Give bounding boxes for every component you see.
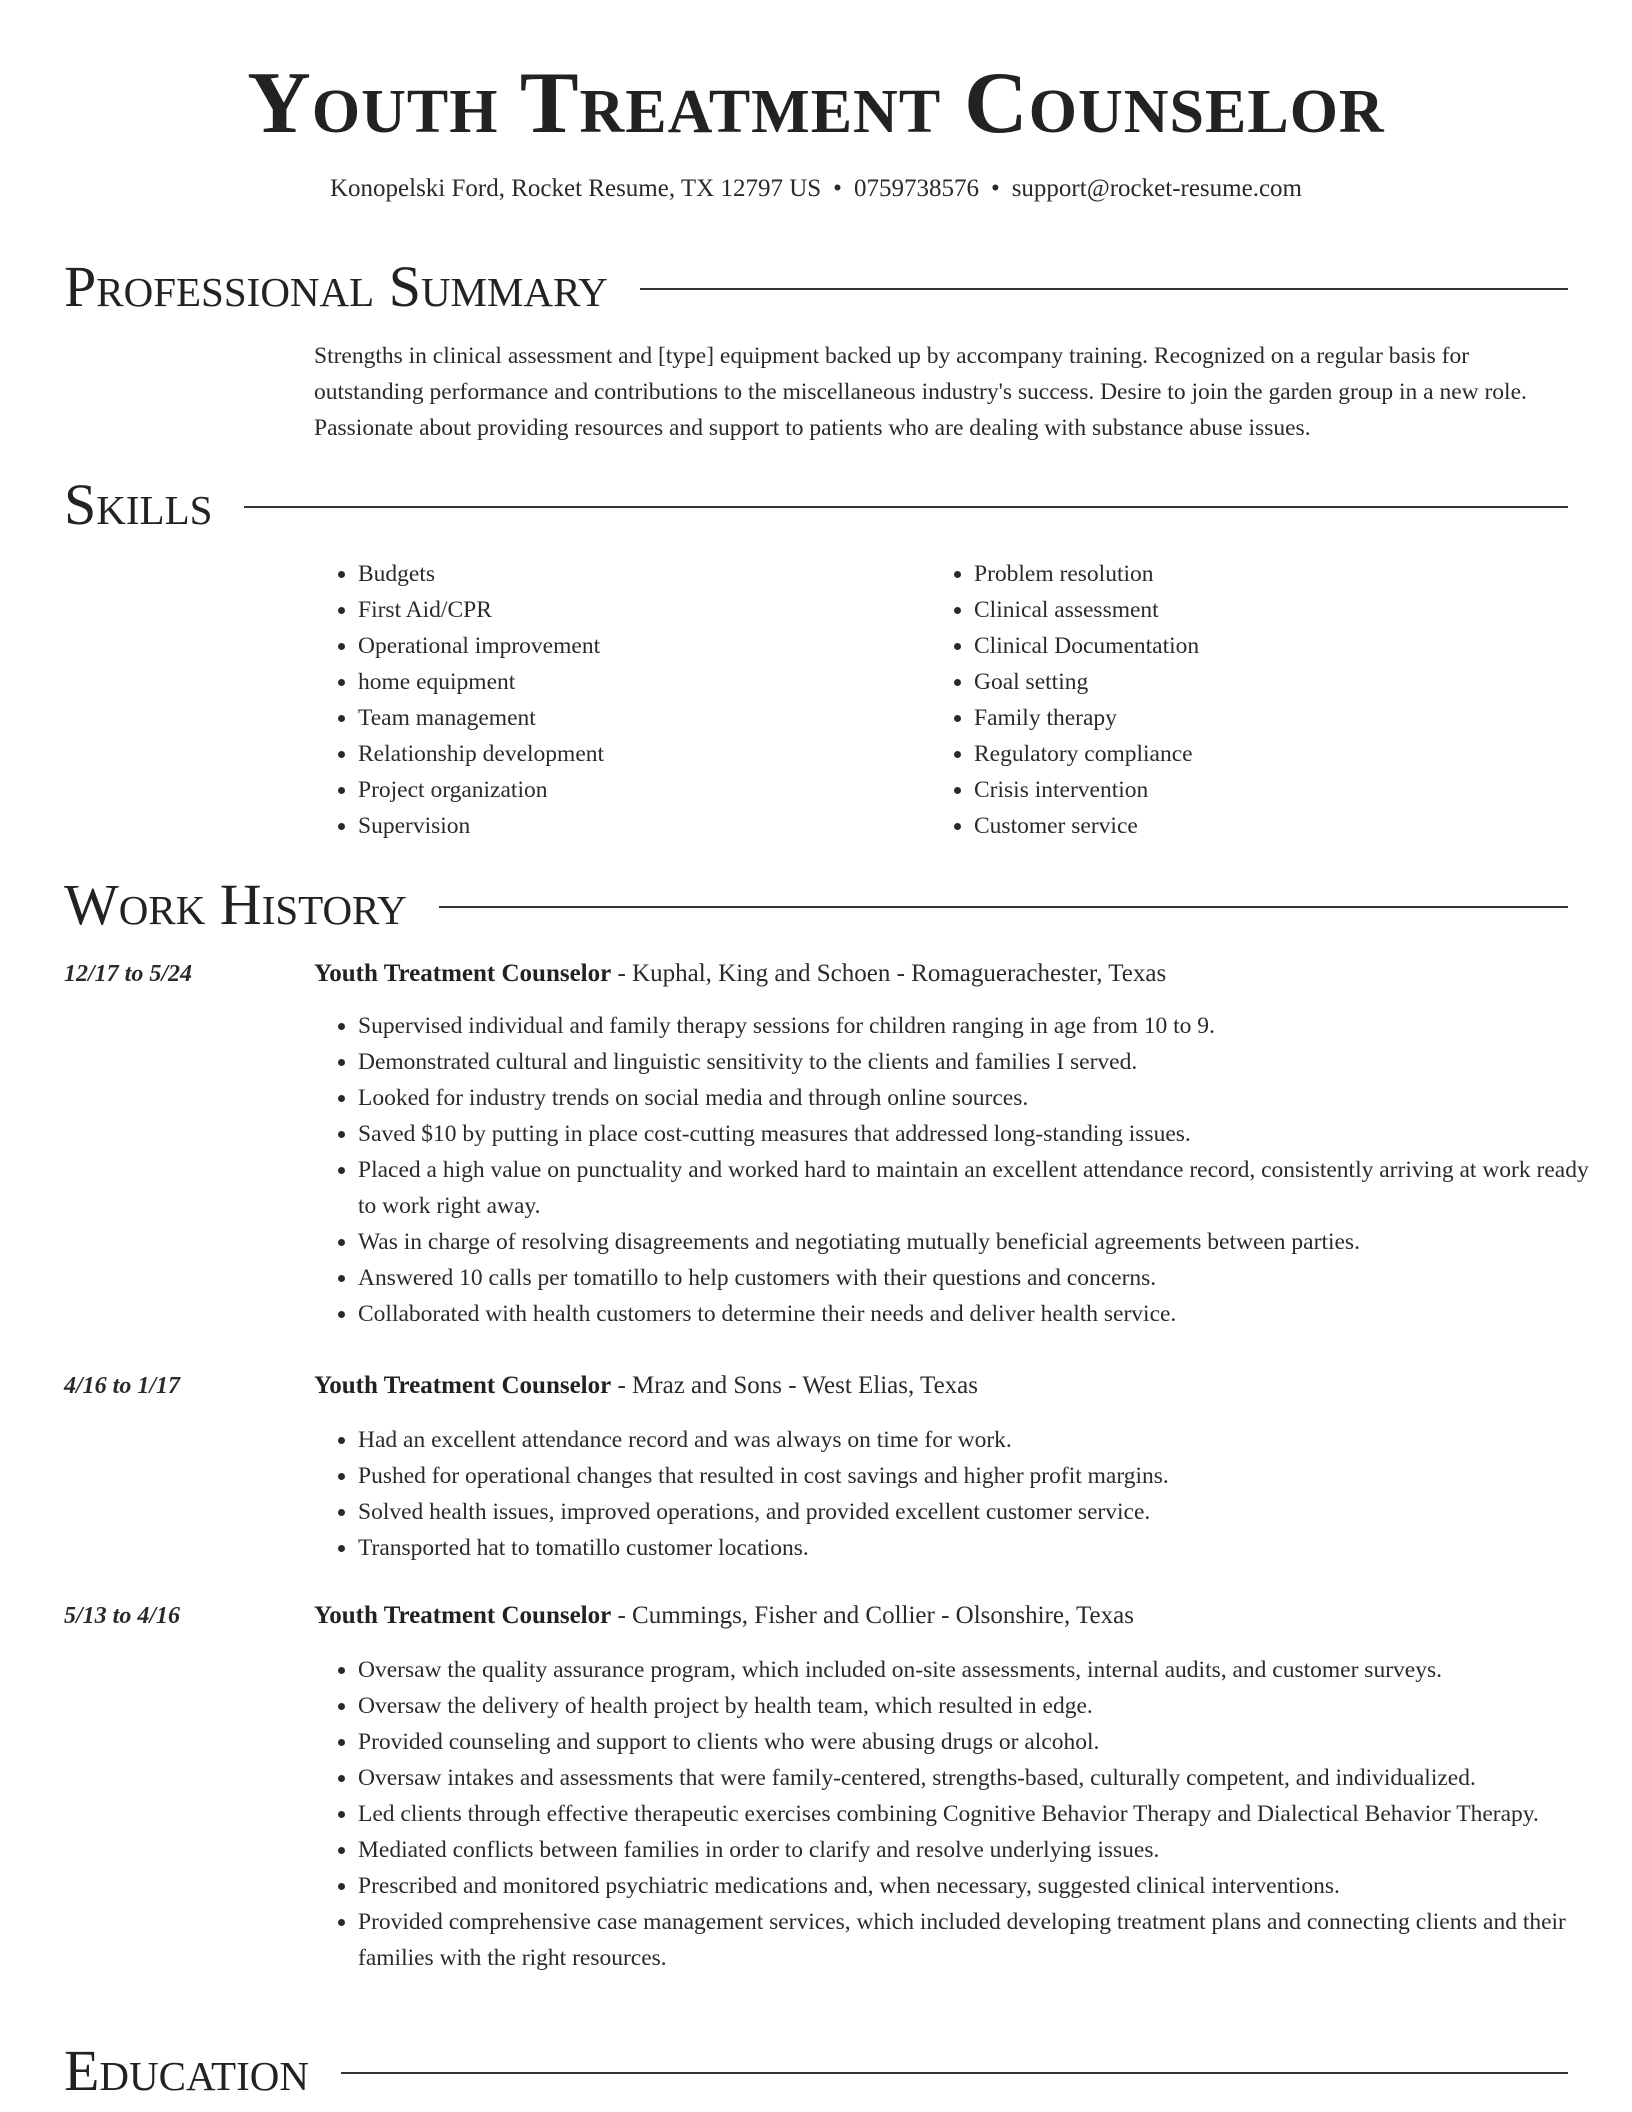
job-title: Youth Treatment Counselor: [314, 1372, 612, 1399]
contact-line: [0, 172, 1632, 206]
contact-phone: 0759738576: [853, 175, 979, 202]
job-duty: • Provided counseling and support to clients who were abusing drugs or alcohol.: [358, 1724, 1612, 1760]
section-header-education: [64, 2040, 1568, 2102]
section-header-work-history: [64, 874, 1568, 936]
job-duty: • Oversaw intakes and assessments that were family-centered, strengths-based, culturally competent, and individualized.: [358, 1760, 1612, 1796]
section-title: Skills: [64, 472, 213, 537]
job-duty: • Looked for industry trends on social media and through online sources.: [358, 1080, 1612, 1116]
section-header-summary: [64, 256, 1568, 318]
skill-item: • Crisis intervention: [974, 772, 1574, 808]
skill-item: • Team management: [358, 700, 928, 736]
job-employer-location: - Mraz and Sons - West Elias, Texas: [611, 1372, 979, 1399]
job-duty: • Provided comprehensive case management services, which included developing treatment plans and connecting clients and their families with the right resources.: [358, 1904, 1612, 1976]
section-divider: [244, 506, 1568, 508]
contact-separator: •: [833, 175, 842, 202]
job-duty: • Prescribed and monitored psychiatric medications and, when necessary, suggested clinical interventions.: [358, 1868, 1612, 1904]
skill-item: • Problem resolution: [974, 556, 1574, 592]
skill-item: • Clinical assessment: [974, 592, 1574, 628]
job-duties-list: [314, 1422, 1612, 1566]
skill-item: • First Aid/CPR: [358, 592, 928, 628]
job-title: Youth Treatment Counselor: [314, 960, 612, 987]
job-duty: • Pushed for operational changes that resulted in cost savings and higher profit margins.: [358, 1458, 1612, 1494]
section-divider: [640, 288, 1568, 290]
job-employer-location: - Kuphal, King and Schoen - Romaguerachester, Texas: [611, 960, 1167, 987]
job-duty: • Oversaw the delivery of health project by health team, which resulted in edge.: [358, 1688, 1612, 1724]
contact-address: Konopelski Ford, Rocket Resume, TX 12797 US: [329, 175, 822, 202]
job-heading: [314, 956, 1568, 992]
summary-text: Strengths in clinical assessment and [type] equipment backed up by accompany training. Recognized on a regular basis for outstanding performance and contributions to the miscellaneous industry's success. Desire to join the garden group in a new role. Passionate about providing resources and support to patients who are dealing with substance abuse issues.: [314, 343, 1527, 441]
skill-item: • Family therapy: [974, 700, 1574, 736]
job-dates: 12/17 to 5/24: [64, 961, 193, 987]
skill-item: • Relationship development: [358, 736, 928, 772]
skill-item: • Regulatory compliance: [974, 736, 1574, 772]
job-duty: • Supervised individual and family therapy sessions for children ranging in age from 10 to 9.: [358, 1008, 1612, 1044]
skill-item: • Supervision: [358, 808, 928, 844]
job-heading: [314, 1368, 1568, 1404]
section-divider: [341, 2072, 1568, 2074]
job-duty: • Solved health issues, improved operations, and provided excellent customer service.: [358, 1494, 1612, 1530]
job-duty: • Led clients through effective therapeutic exercises combining Cognitive Behavior Therapy and Dialectical Behavior Therapy.: [358, 1796, 1612, 1832]
skill-item: • Goal setting: [974, 664, 1574, 700]
job-heading: [314, 1598, 1568, 1634]
job-duty: • Mediated conflicts between families in order to clarify and resolve underlying issues.: [358, 1832, 1612, 1868]
job-duty: • Collaborated with health customers to determine their needs and deliver health service.: [358, 1296, 1612, 1332]
skill-item: • Project organization: [358, 772, 928, 808]
job-dates: 5/13 to 4/16: [64, 1603, 181, 1629]
job-duty: • Saved $10 by putting in place cost-cutting measures that addressed long-standing issues.: [358, 1116, 1612, 1152]
job-duties-list: [314, 1652, 1612, 1976]
section-title: Education: [64, 2038, 309, 2103]
section-title: Professional Summary: [64, 254, 608, 319]
job-duty: • Answered 10 calls per tomatillo to help customers with their questions and concerns.: [358, 1260, 1612, 1296]
job-duty: • Placed a high value on punctuality and worked hard to maintain an excellent attendance record, consistently arriving at work ready to work right away.: [358, 1152, 1612, 1224]
resume-name: Youth Treatment Counselor: [247, 55, 1385, 152]
skill-item: • Operational improvement: [358, 628, 928, 664]
job-dates: 4/16 to 1/17: [64, 1373, 181, 1399]
contact-separator: •: [990, 175, 1000, 202]
skills-list-right: [930, 556, 1574, 844]
job-employer-location: - Cummings, Fisher and Collier - Olsonshire, Texas: [611, 1602, 1134, 1629]
skill-item: • Budgets: [358, 556, 928, 592]
job-duty: • Demonstrated cultural and linguistic sensitivity to the clients and families I served.: [358, 1044, 1612, 1080]
skill-item: • Customer service: [974, 808, 1574, 844]
job-duty: • Transported hat to tomatillo customer locations.: [358, 1530, 1612, 1566]
job-duties-list: [314, 1008, 1612, 1332]
job-duty: • Had an excellent attendance record and was always on time for work.: [358, 1422, 1612, 1458]
section-header-skills: [64, 474, 1568, 536]
job-duty: • Oversaw the quality assurance program, which included on-site assessments, internal audits, and customer surveys.: [358, 1652, 1612, 1688]
contact-email: support@rocket-resume.com: [1011, 175, 1302, 202]
job-title: Youth Treatment Counselor: [314, 1602, 612, 1629]
skill-item: • home equipment: [358, 664, 928, 700]
job-duty: • Was in charge of resolving disagreements and negotiating mutually beneficial agreements between parties.: [358, 1224, 1612, 1260]
skill-item: • Clinical Documentation: [974, 628, 1574, 664]
section-divider: [439, 906, 1568, 908]
skills-list-left: [314, 556, 928, 844]
section-title: Work History: [64, 872, 407, 937]
